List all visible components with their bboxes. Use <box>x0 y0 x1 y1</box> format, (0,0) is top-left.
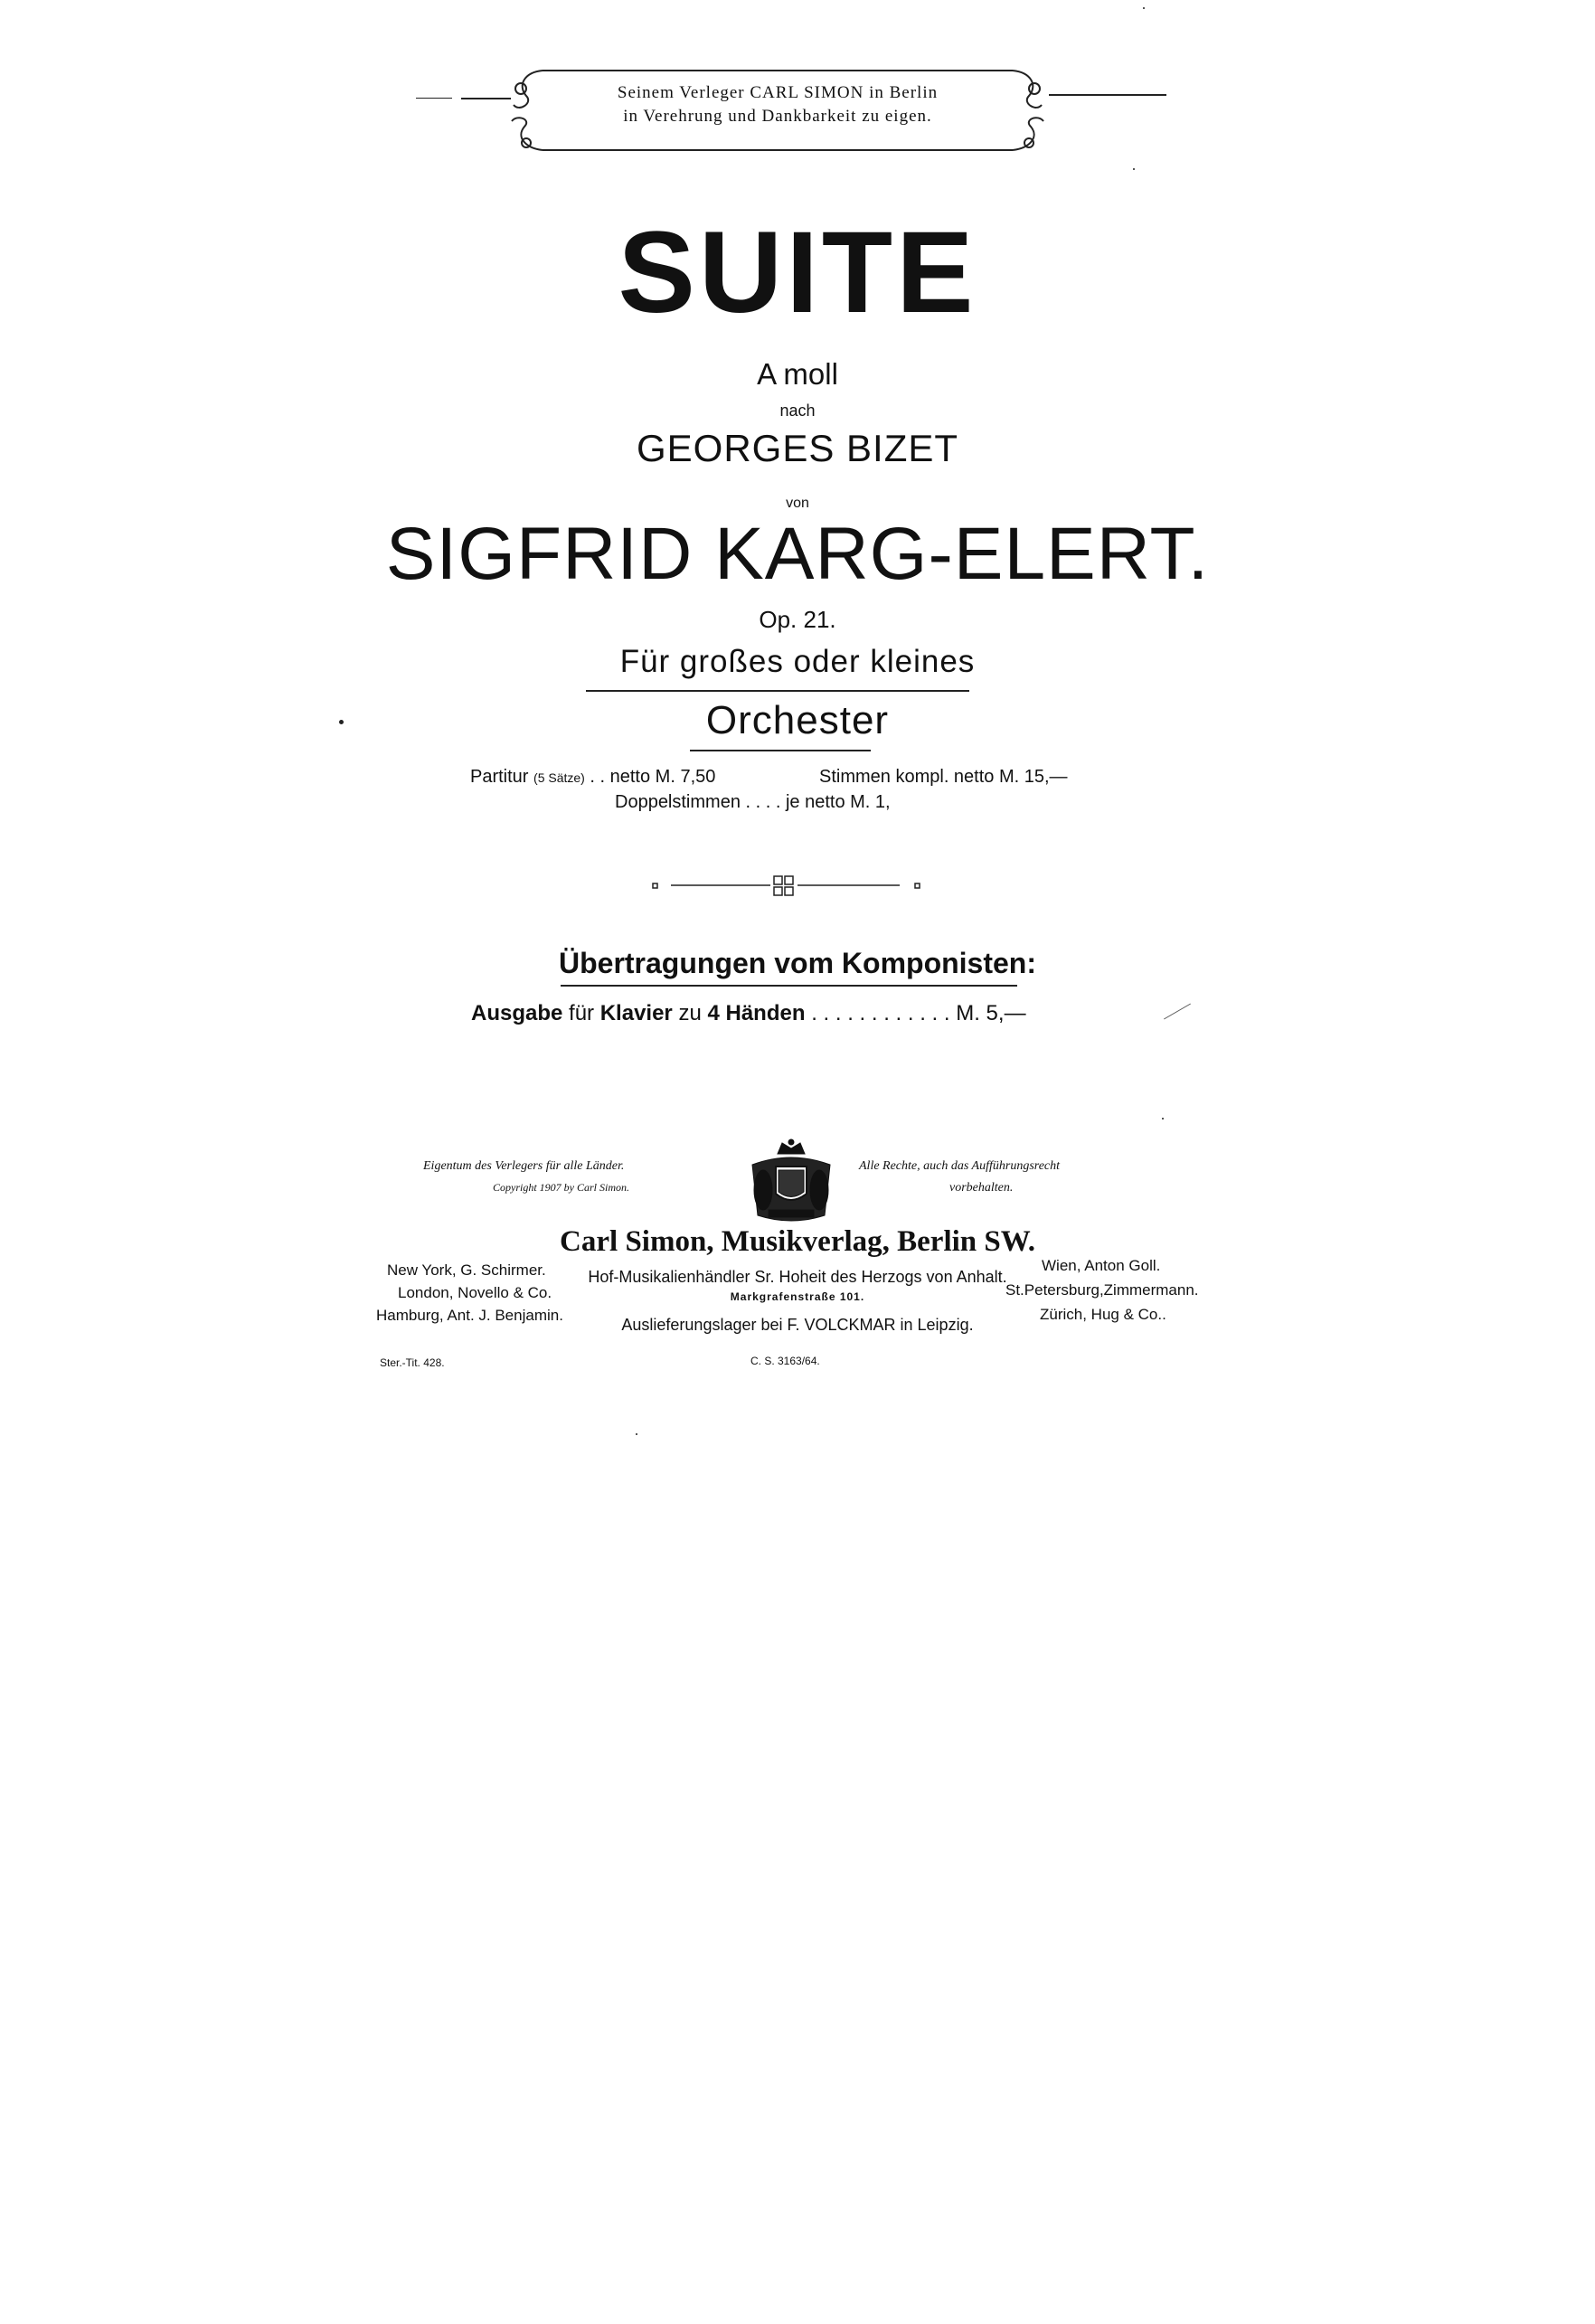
edition-label: Ausgabe <box>471 1001 563 1025</box>
dedication-line-2: in Verehrung und Dankbarkeit zu eigen. <box>623 107 932 126</box>
nach-label: nach <box>779 402 816 420</box>
work-title: SUITE <box>618 208 977 337</box>
agent-left-2: Hamburg, Ant. J. Benjamin. <box>376 1307 563 1324</box>
rights-right-1: Alle Rechte, auch das Aufführungsrecht <box>859 1159 1061 1173</box>
stray-mark <box>339 720 344 724</box>
stray-mark <box>1143 7 1145 9</box>
footer-plate-number: C. S. 3163/64. <box>750 1355 820 1367</box>
partitur-label: Partitur <box>470 767 529 787</box>
rights-left-2: Copyright 1907 by Carl Simon. <box>493 1181 630 1194</box>
agent-right-1: St.Petersburg,Zimmermann. <box>1005 1281 1199 1299</box>
footer-ster: Ster.-Tit. 428. <box>380 1356 445 1369</box>
opus-number: Op. 21. <box>759 606 836 633</box>
dedication-cartouche <box>506 61 1049 159</box>
source-composer: GEORGES BIZET <box>636 427 959 469</box>
agent-left-1: London, Novello & Co. <box>398 1284 552 1301</box>
stray-mark <box>1162 1118 1164 1119</box>
stimmen-price: Stimmen kompl. netto M. 15,— <box>819 767 1068 787</box>
edition-for: für <box>569 1001 595 1025</box>
rights-right-2: vorbehalten. <box>949 1181 1014 1195</box>
publisher-address: Markgrafenstraße 101. <box>730 1290 865 1303</box>
publisher-court-title: Hof-Musikalienhändler Sr. Hoheit des Herzogs von Anhalt. <box>588 1268 1007 1286</box>
partitur-price-value: . . netto M. 7,50 <box>590 767 716 787</box>
divider <box>561 985 1017 987</box>
left-ornament-rule <box>461 98 511 99</box>
doppelstimmen-price: Doppelstimmen . . . . je netto M. 1, <box>615 792 891 812</box>
edition-price: . . . . . . . . . . . . M. 5,— <box>811 1001 1026 1025</box>
coat-of-arms-icon <box>741 1138 841 1228</box>
stray-mark <box>1133 168 1135 170</box>
partitur-price <box>470 767 715 788</box>
pen-mark <box>1164 1004 1191 1020</box>
partitur-note: (5 Sätze) <box>533 770 585 785</box>
distribution-note: Auslieferungslager bei F. VOLCKMAR in Leipzig. <box>621 1316 974 1334</box>
instrumentation-line-1: Für großes oder kleines <box>619 644 976 679</box>
ornament-divider-icon <box>651 874 922 899</box>
edition-instrument: Klavier <box>599 1001 673 1025</box>
agent-right-0: Wien, Anton Goll. <box>1042 1257 1161 1274</box>
work-key: A moll <box>757 357 838 391</box>
von-label: von <box>786 496 809 511</box>
agent-left-0: New York, G. Schirmer. <box>387 1261 546 1279</box>
edition-hands: 4 Händen <box>707 1001 806 1025</box>
divider <box>586 690 969 692</box>
transcriptions-heading: Übertragungen vom Komponisten: <box>558 947 1036 979</box>
divider <box>690 750 871 751</box>
piano-duet-edition <box>471 1001 1026 1026</box>
stray-mark <box>636 1433 637 1435</box>
publisher-name: Carl Simon, Musikverlag, Berlin SW. <box>560 1225 1035 1258</box>
left-ornament-rule <box>416 98 452 99</box>
rights-left-1: Eigentum des Verlegers für alle Länder. <box>423 1159 625 1173</box>
right-ornament-rule <box>1049 94 1166 96</box>
instrumentation-line-2: Orchester <box>705 698 890 742</box>
edition-zu: zu <box>678 1001 702 1025</box>
composer-name: SIGFRID KARG-ELERT. <box>385 513 1210 595</box>
agent-right-2: Zürich, Hug & Co.. <box>1040 1306 1166 1323</box>
dedication-line-1: Seinem Verleger CARL SIMON in Berlin <box>617 83 939 102</box>
